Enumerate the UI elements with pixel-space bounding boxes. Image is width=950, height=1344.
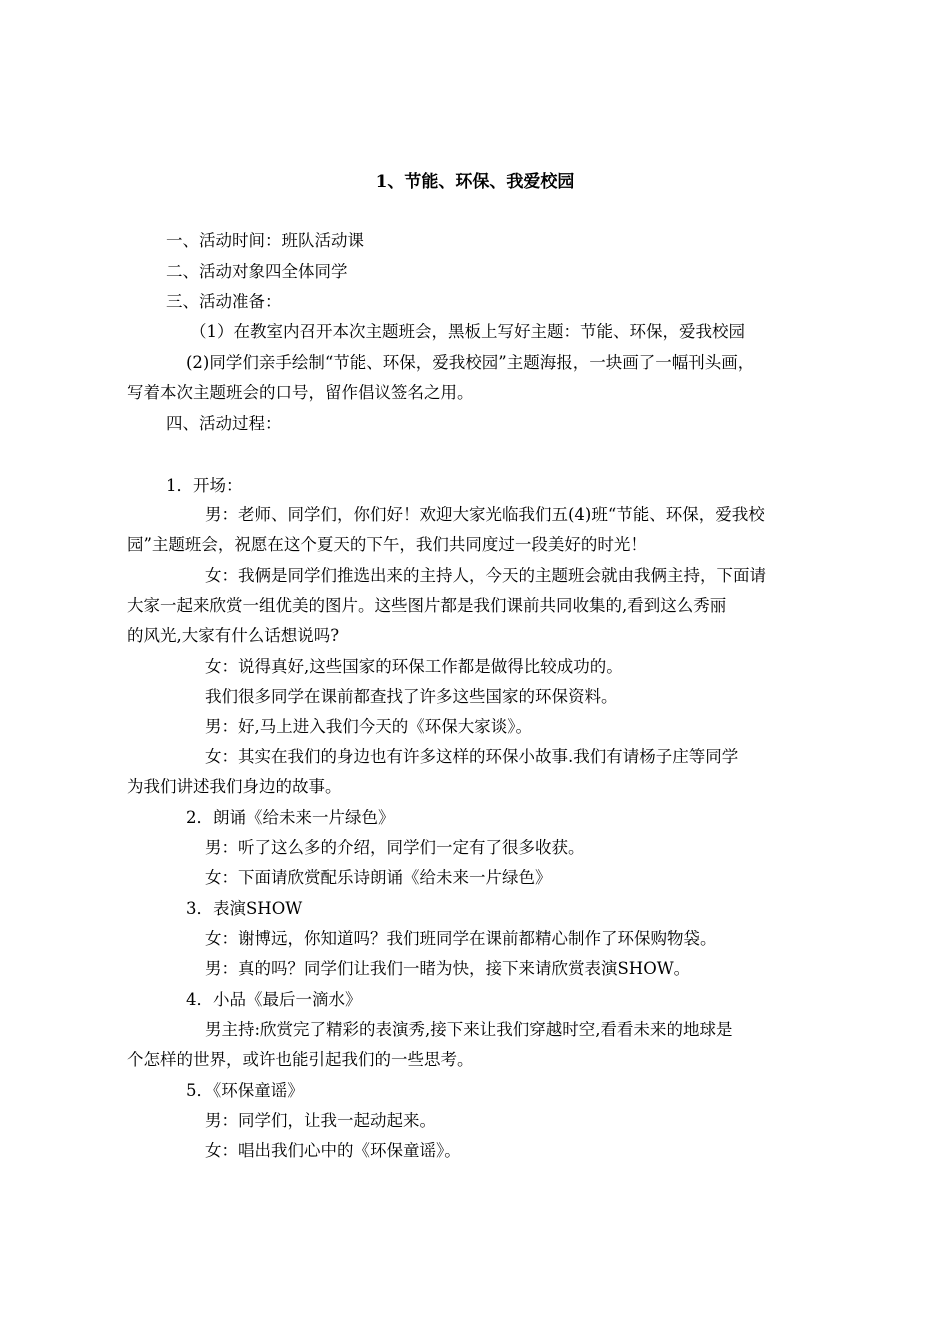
text-line: 二、活动对象四全体同学	[166, 262, 348, 281]
text-line: 男：真的吗？同学们让我们一睹为快，接下来请欣赏表演SHOW。	[205, 959, 691, 978]
text-line: 女：说得真好,这些国家的环保工作都是做得比较成功的。	[205, 657, 623, 676]
text-line: （1）在教室内召开本次主题班会，黑板上写好主题：节能、环保，爱我校园	[190, 322, 745, 341]
text-line: 我们很多同学在课前都查找了许多这些国家的环保资料。	[205, 687, 618, 706]
text-line: 女：下面请欣赏配乐诗朗诵《给未来一片绿色》	[205, 868, 552, 887]
text-line: 女：我俩是同学们推选出来的主持人，今天的主题班会就由我俩主持，下面请	[205, 566, 766, 585]
text-line: 一、活动时间：班队活动课	[166, 231, 364, 250]
text-line: 为我们讲述我们身边的故事。	[127, 777, 342, 796]
text-line: 女：谢博远，你知道吗？我们班同学在课前都精心制作了环保购物袋。	[205, 929, 717, 948]
text-line: 写着本次主题班会的口号，留作倡议签名之用。	[127, 383, 474, 402]
text-line: 三、活动准备：	[166, 292, 282, 311]
text-line: 男：同学们，让我一起动起来。	[205, 1111, 436, 1130]
text-line: 男主持:欣赏完了精彩的表演秀,接下来让我们穿越时空,看看未来的地球是	[205, 1020, 733, 1039]
text-line: 1．开场：	[166, 476, 243, 495]
text-line: 3．表演SHOW	[186, 899, 303, 918]
text-line: 男：好,马上进入我们今天的《环保大家谈》。	[205, 717, 532, 736]
text-line: 男：听了这么多的介绍，同学们一定有了很多收获。	[205, 838, 585, 857]
text-line: 4．小品《最后一滴水》	[186, 990, 362, 1009]
text-line: 四、活动过程：	[166, 414, 282, 433]
text-line: (2)同学们亲手绘制“节能、环保，爱我校园”主题海报，一块画了一幅刊头画，	[186, 353, 755, 372]
text-line: 园”主题班会，祝愿在这个夏天的下午，我们共同度过一段美好的时光！	[127, 535, 647, 554]
document-title: 1、节能、环保、我爱校园	[375, 172, 575, 192]
text-line: 女：其实在我们的身边也有许多这样的环保小故事.我们有请杨子庄等同学	[205, 747, 739, 766]
text-line: 个怎样的世界，或许也能引起我们的一些思考。	[127, 1050, 474, 1069]
text-line: 5．《环保童谣》	[186, 1081, 304, 1100]
text-line: 男：老师、同学们，你们好！欢迎大家光临我们五(4)班“节能、环保，爱我校	[205, 505, 765, 524]
text-line: 女：唱出我们心中的《环保童谣》。	[205, 1141, 461, 1160]
text-line: 2．朗诵《给未来一片绿色》	[186, 808, 395, 827]
text-line: 的风光,大家有什么话想说吗?	[127, 626, 340, 645]
text-line: 大家一起来欣赏一组优美的图片。这些图片都是我们课前共同收集的,看到这么秀丽	[127, 596, 727, 615]
